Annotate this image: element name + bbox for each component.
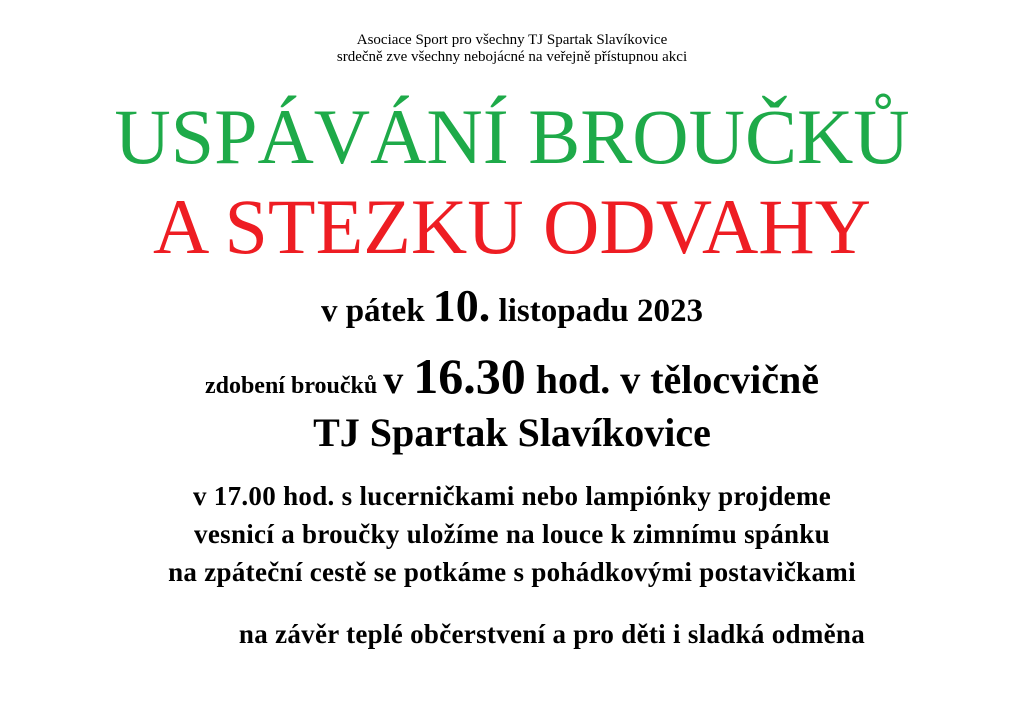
time-v: v — [383, 357, 414, 402]
program-line-2: vesnicí a broučky uložíme na louce k zimnímu spánku — [194, 519, 830, 549]
date-prefix: v pátek — [320, 293, 433, 329]
date-rest: listopadu 2023 — [490, 293, 704, 329]
event-date — [0, 282, 1024, 335]
time-prefix: zdobení broučků — [204, 373, 384, 399]
program-line-4: na závěr teplé občerstvení a pro děti i sladká odměna — [238, 619, 866, 649]
event-title-line2: A STEZKU ODVAHY — [153, 183, 871, 270]
program-line-3: na zpáteční cestě se potkáme s pohádkovými postavičkami — [168, 557, 856, 587]
event-time — [0, 348, 1024, 414]
time-rest: hod. v tělocvičně — [525, 357, 820, 402]
program-line-1: v 17.00 hod. s lucerničkami nebo lampiónky projdeme — [192, 481, 832, 511]
event-title-line1: USPÁVÁNÍ BROUČKŮ — [114, 93, 910, 180]
organizer-intro-line: Asociace Sport pro všechny TJ Spartak Slavíkovice — [356, 32, 668, 48]
time-value: 16.30 — [413, 348, 526, 404]
invitation-intro-line: srdečně zve všechny nebojácné na veřejně přístupnou akci — [336, 49, 688, 65]
date-day: 10. — [432, 280, 491, 331]
club-name: TJ Spartak Slavíkovice — [313, 410, 711, 455]
